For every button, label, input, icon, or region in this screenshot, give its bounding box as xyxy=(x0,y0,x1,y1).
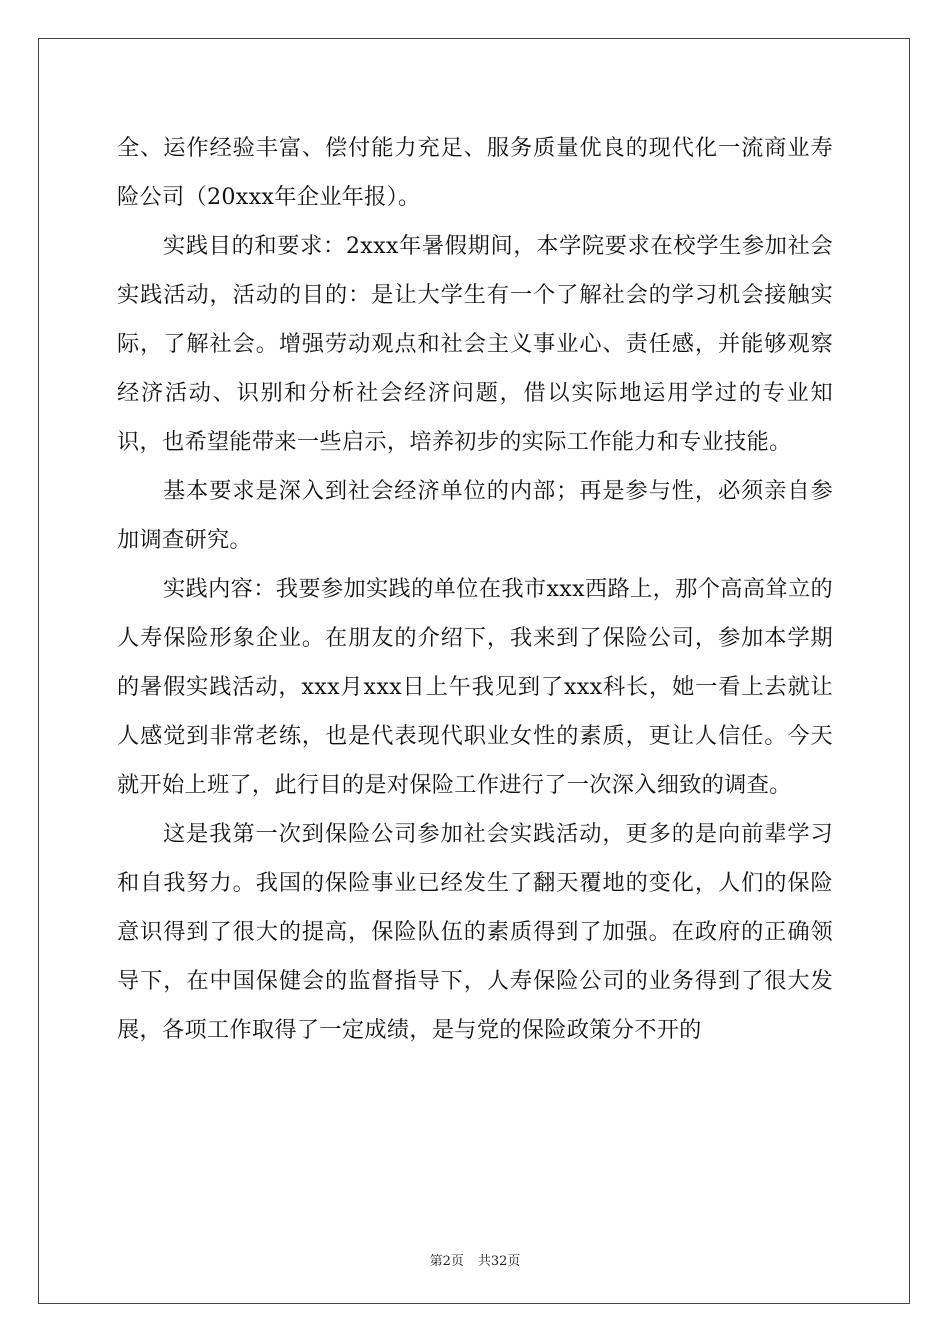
paragraph-2: 实践目的和要求：2xxx年暑假期间，本学院要求在校学生参加社会实践活动，活动的目的：是让大学生有一个了解社会的学习机会接触实际，了解社会。增强劳动观点和社会主义事业心、责任感，并能够观察经济活动、识别和分析社会经济问题，借以实际地运用学过的专业知识，也希望能带来一些启示，培养初步的实际工作能力和专业技能。 xyxy=(117,233,833,455)
document-body xyxy=(117,124,833,1055)
page-number: 第2页 xyxy=(429,1254,464,1269)
page-footer xyxy=(0,1250,950,1269)
paragraph-4: 实践内容：我要参加实践的单位在我市xxx西路上，那个高高耸立的人寿保险形象企业。在朋友的介绍下，我来到了保险公司，参加本学期的暑假实践活动，xxx月xxx日上午我见到了xxx科长，她一看上去就让人感觉到非常老练，也是代表现代职业女性的素质，更让人信任。今天就开始上班了，此行目的是对保险工作进行了一次深入细致的调查。 xyxy=(117,576,833,798)
paragraph-1: 全、运作经验丰富、偿付能力充足、服务质量优良的现代化一流商业寿险公司（20xxx年企业年报）。 xyxy=(117,135,833,210)
paragraph-5: 这是我第一次到保险公司参加社会实践活动，更多的是向前辈学习和自我努力。我国的保险事业已经发生了翻天覆地的变化，人们的保险意识得到了很大的提高，保险队伍的素质得到了加强。在政府的正确领导下，在中国保健会的监督指导下，人寿保险公司的业务得到了很大发展，各项工作取得了一定成绩，是与党的保险政策分不开的 xyxy=(117,821,833,1043)
page-total: 共32页 xyxy=(477,1254,521,1269)
paragraph-3: 基本要求是深入到社会经济单位的内部；再是参与性，必须亲自参加调查研究。 xyxy=(117,478,833,553)
